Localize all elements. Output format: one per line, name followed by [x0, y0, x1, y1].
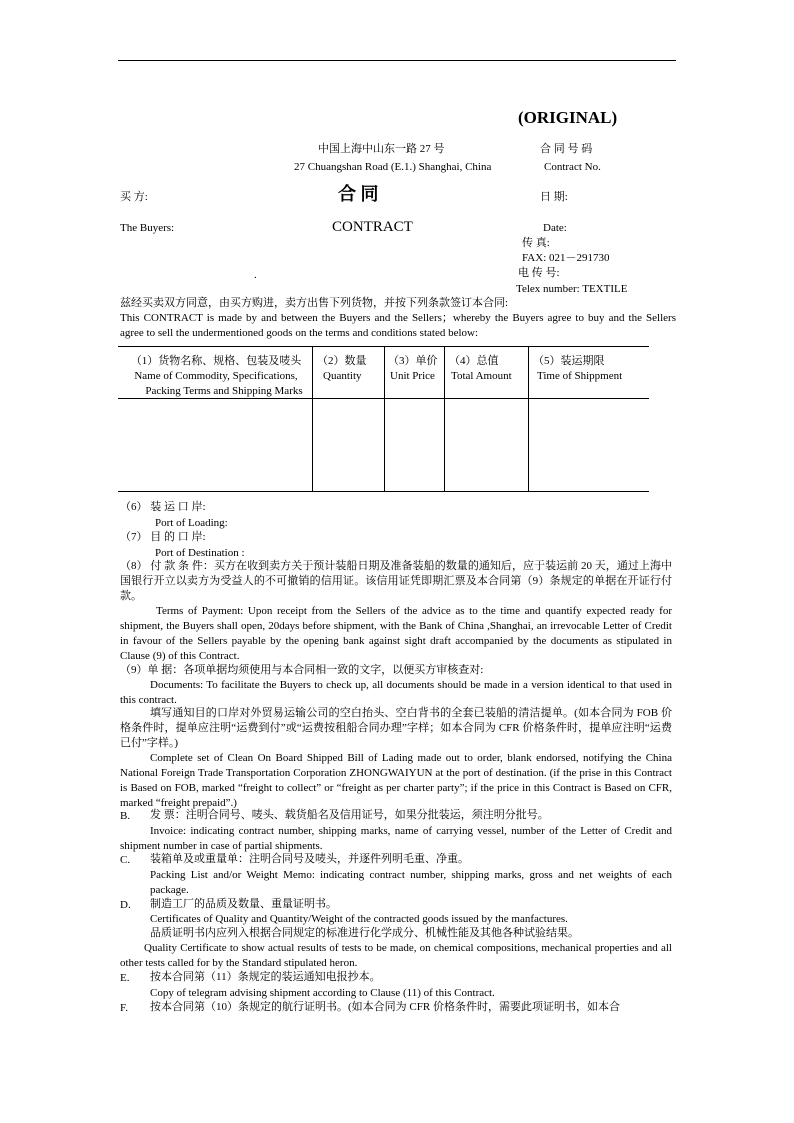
- col-goods-header: [120, 354, 312, 399]
- col-total-cn: （4）总值: [449, 355, 499, 367]
- intro-en: This CONTRACT is made by and between the Buyers and the Sellers；whereby the Buyers agree to buy and the Sellers agree to sell the undermentioned goods on the terms and conditions stated below:: [120, 312, 676, 339]
- table-bottom-rule: [118, 491, 649, 492]
- clause-c-label: C.: [120, 854, 131, 866]
- col-total-en: Total Amount: [451, 370, 512, 382]
- address-cn: 中国上海中山东一路 27 号: [318, 143, 445, 155]
- clause-d-label: D.: [120, 899, 131, 911]
- telex-en: Telex number: TEXTILE: [516, 283, 628, 295]
- date-en: Date:: [543, 222, 567, 234]
- telex-cn: 电 传 号:: [518, 267, 560, 279]
- col-quantity-header: [317, 354, 367, 384]
- clause-d-en: Certificates of Quality and Quantity/Weight of the contracted goods issued by the manfactures.: [150, 913, 568, 925]
- col-goods-en: Name of Commodity, Specifications,: [134, 370, 298, 382]
- clause-c-cn: 装箱单及或重量单：注明合同号及唛头，并逐件列明毛重、净重。: [150, 853, 469, 865]
- clause-e-en: Copy of telegram advising shipment according to Clause (11) of this Contract.: [150, 987, 495, 999]
- fax-cn: 传 真:: [522, 237, 550, 249]
- col-unit-price-header: [388, 354, 438, 384]
- top-rule: [118, 60, 676, 61]
- table-col-divider: [444, 346, 445, 491]
- clause-a-cn: 填写通知目的口岸对外贸易运输公司的空白抬头、空白背书的全套已装船的清洁提单。(如本合同为 FOB 价格条件时，提单应注明“运费到付”或“运费按租船合同办理”字样；如本合同为 CFR 价格条件时，提单应注明“运费已付”字样。): [120, 707, 672, 749]
- contract-no-en: Contract No.: [544, 161, 601, 173]
- col-quantity-cn: （2）数量: [317, 355, 367, 367]
- clause-f-cn: 按本合同第（10）条规定的航行证明书。(如本合同为 CFR 价格条件时，需要此项证明书，如本合: [150, 1001, 620, 1013]
- clause-b-en: Invoice: indicating contract number, shipping marks, name of carrying vessel, number of the Letter of Credit and shipment number in case of partial shipments.: [120, 825, 672, 852]
- col-shipment-en: Time of Shippment: [537, 370, 623, 382]
- clause-9-en: Documents: To facilitate the Buyers to check up, all documents should be made in a version identical to that used in this contract.: [120, 679, 672, 706]
- date-cn: 日 期:: [540, 191, 568, 203]
- clause-7-cn: （7） 目 的 口 岸:: [120, 531, 206, 543]
- table-col-divider: [384, 346, 385, 491]
- clause-e-label: E.: [120, 972, 130, 984]
- stray-dot: .: [254, 269, 257, 281]
- buyer-en: The Buyers:: [120, 222, 175, 234]
- clause-f-label: F.: [120, 1002, 128, 1014]
- title-cn: 合 同: [338, 184, 379, 204]
- col-goods-en2: Packing Terms and Shipping Marks: [145, 385, 303, 397]
- clause-a-en: Complete set of Clean On Board Shipped Bill of Lading made out to order, blank endorsed, notifying the China National Foreign Trade Transportation Corporation ZHONGWAIYUN at the port of destination. (if the prise in this Contract is Based on FOB, marked “freight to collect” or “freight as per charter party”; if the price in this Contract is Based on CFR, marked “freight prepaid”.): [120, 752, 672, 809]
- fax-en: FAX: 021－291730: [522, 252, 610, 264]
- col-total-header: [449, 354, 512, 384]
- table-col-divider: [312, 346, 313, 491]
- buyer-cn: 买 方:: [120, 191, 148, 203]
- clause-b-label: B.: [120, 810, 131, 822]
- clause-e-cn: 按本合同第（11）条规定的装运通知电报抄本。: [150, 971, 381, 983]
- clause-b-cn: 发 票：注明合同号、唛头、载货船名及信用证号，如果分批装运，须注明分批号。: [150, 809, 549, 821]
- clause-c-en: Packing List and/or Weight Memo: indicating contract number, shipping marks, gross and net weights of each package.: [150, 869, 672, 896]
- contract-no-cn: 合 同 号 码: [540, 143, 593, 155]
- clause-8-cn: （8） 付 款 条 件：买方在收到卖方关于预计装船日期及准备装船的数量的通知后，应于装运前 20 天，通过上海中国银行开立以卖方为受益人的不可撤销的信用证。该信用证凭即期汇票及本合同第（9）条规定的单据在开证行付款。: [120, 560, 672, 602]
- clause-6-cn: （6） 装 运 口 岸:: [120, 501, 206, 513]
- clause-8-en: Terms of Payment: Upon receipt from the Sellers of the advice as to the time and quantify expected ready for shipment, the Buyers shall open, 20days before shipment, with the Bank of China ,Shanghai, an irrevocable Letter of Credit in favour of the Sellers payable by the opening bank against sight draft accompanied by the documents as stipulated in Clause (9) of this Contract.: [120, 605, 672, 662]
- clause-d-en2: Quality Certificate to show actual results of tests to be made, on chemical compositions, mechanical properties and all other tests called for by the Standard stipulated heron.: [120, 942, 672, 969]
- clause-d-cn2: 品质证明书内应列入根据合同规定的标准进行化学成分、机械性能及其他各种试验结果。: [150, 927, 579, 939]
- col-shipment-header: [533, 354, 622, 384]
- col-unit-price-cn: （3）单价: [388, 355, 438, 367]
- table-col-divider: [528, 346, 529, 491]
- title-en: CONTRACT: [332, 219, 413, 235]
- col-unit-price-en: Unit Price: [390, 370, 435, 382]
- col-goods-cn: （1）货物名称、规格、包装及唛头: [130, 355, 302, 367]
- clause-7-en: Port of Destination :: [155, 547, 245, 559]
- intro-cn: 兹经买卖双方同意，由买方购进，卖方出售下列货物，并按下列条款签订本合同:: [120, 297, 509, 309]
- clause-6-en: Port of Loading:: [155, 517, 228, 529]
- address-en: 27 Chuangshan Road (E.1.) Shanghai, China: [294, 161, 492, 173]
- clause-9-cn: （9）单 据：各项单据均须使用与本合同相一致的文字，以便买方审核查对:: [120, 664, 484, 676]
- clause-d-cn: 制造工厂的品质及数量、重量证明书。: [150, 898, 337, 910]
- col-quantity-en: Quantity: [323, 370, 362, 382]
- original-mark: (ORIGINAL): [518, 108, 618, 127]
- col-shipment-cn: （5）装运期限: [533, 355, 605, 367]
